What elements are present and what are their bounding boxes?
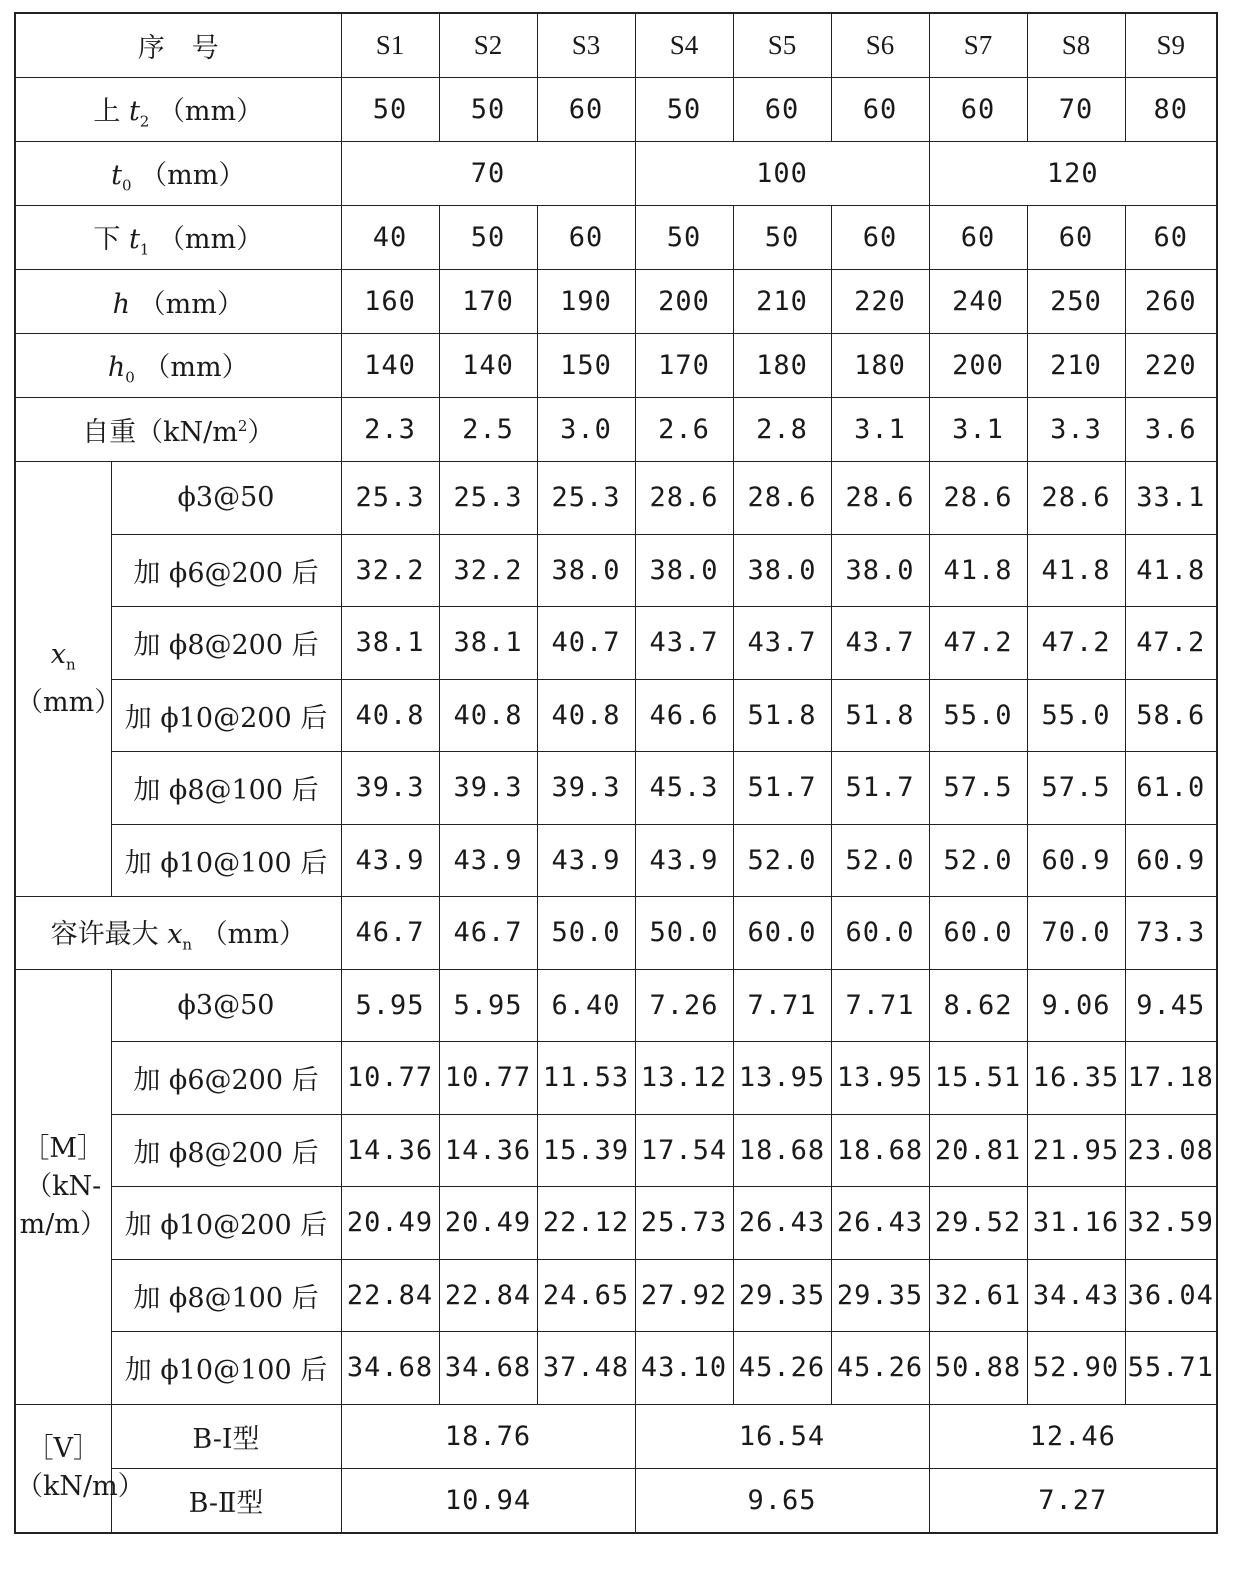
cell: 100	[635, 142, 929, 206]
cell: 70	[341, 142, 635, 206]
cell: 15.39	[537, 1114, 635, 1187]
cell: 43.9	[635, 824, 733, 897]
group-label-v: ［V］ （kN/m）	[15, 1404, 111, 1533]
cell: 25.3	[439, 462, 537, 535]
cell: 2.6	[635, 398, 733, 462]
cell: 9.06	[1027, 969, 1125, 1042]
cell: 41.8	[929, 534, 1027, 607]
cell: 60.0	[733, 897, 831, 970]
cell: 60	[1027, 206, 1125, 270]
cell: 34.43	[1027, 1259, 1125, 1332]
cell: 50.0	[537, 897, 635, 970]
cell: 43.9	[537, 824, 635, 897]
cell: 28.6	[635, 462, 733, 535]
cell: 200	[929, 334, 1027, 398]
cell: 37.48	[537, 1332, 635, 1405]
cell: 13.95	[733, 1042, 831, 1115]
cell: 60	[537, 78, 635, 142]
cell: 7.26	[635, 969, 733, 1042]
cell: 29.35	[831, 1259, 929, 1332]
row-label: 加 ϕ8@100 后	[111, 752, 341, 825]
cell: 27.92	[635, 1259, 733, 1332]
table-row	[15, 398, 1217, 462]
cell: 47.2	[929, 607, 1027, 680]
col-header: S4	[635, 13, 733, 78]
table-row	[15, 270, 1217, 334]
cell: 220	[1125, 334, 1217, 398]
cell: 50	[635, 78, 733, 142]
cell: 43.10	[635, 1332, 733, 1405]
row-label-max-xn: 容许最大 $x_n$ （mm）	[15, 897, 341, 970]
cell: 39.3	[537, 752, 635, 825]
cell: 38.1	[341, 607, 439, 680]
cell: 160	[341, 270, 439, 334]
cell: 50	[635, 206, 733, 270]
cell: 36.04	[1125, 1259, 1217, 1332]
col-header: S1	[341, 13, 439, 78]
row-label-h: h （mm）	[15, 270, 341, 334]
cell: 13.12	[635, 1042, 733, 1115]
cell: 45.26	[733, 1332, 831, 1405]
cell: 20.49	[341, 1187, 439, 1260]
row-label-t2: 上 $t_2$ （mm）	[15, 78, 341, 142]
cell: 50	[733, 206, 831, 270]
cell: 32.59	[1125, 1187, 1217, 1260]
cell: 45.26	[831, 1332, 929, 1405]
cell: 26.43	[733, 1187, 831, 1260]
cell: 25.3	[537, 462, 635, 535]
row-label-t0: $t_0$ （mm）	[15, 142, 341, 206]
group-label-xn: $x_n$ （mm）	[15, 462, 111, 897]
cell: 180	[733, 334, 831, 398]
cell: 38.1	[439, 607, 537, 680]
cell: 70	[1027, 78, 1125, 142]
cell: 50	[439, 78, 537, 142]
cell: 28.6	[831, 462, 929, 535]
col-header: S2	[439, 13, 537, 78]
table-row	[15, 1187, 1217, 1260]
cell: 33.1	[1125, 462, 1217, 535]
cell: 40.8	[341, 679, 439, 752]
cell: 29.35	[733, 1259, 831, 1332]
cell: 24.65	[537, 1259, 635, 1332]
cell: 60	[733, 78, 831, 142]
table-row	[15, 824, 1217, 897]
cell: 38.0	[635, 534, 733, 607]
cell: 50.88	[929, 1332, 1027, 1405]
cell: 43.7	[635, 607, 733, 680]
cell: 60	[537, 206, 635, 270]
cell: 7.27	[929, 1468, 1217, 1533]
cell: 21.95	[1027, 1114, 1125, 1187]
cell: 10.94	[341, 1468, 635, 1533]
cell: 70.0	[1027, 897, 1125, 970]
table-row	[15, 752, 1217, 825]
row-label: ϕ3@50	[111, 462, 341, 535]
cell: 31.16	[1027, 1187, 1125, 1260]
row-label: 加 ϕ10@100 后	[111, 824, 341, 897]
cell: 51.7	[733, 752, 831, 825]
cell: 50	[341, 78, 439, 142]
cell: 38.0	[733, 534, 831, 607]
cell: 34.68	[439, 1332, 537, 1405]
cell: 9.45	[1125, 969, 1217, 1042]
cell: 13.95	[831, 1042, 929, 1115]
row-label: B-Ⅱ型	[111, 1468, 341, 1533]
cell: 150	[537, 334, 635, 398]
cell: 52.0	[733, 824, 831, 897]
table-row	[15, 78, 1217, 142]
cell: 55.71	[1125, 1332, 1217, 1405]
cell: 32.61	[929, 1259, 1027, 1332]
cell: 7.71	[831, 969, 929, 1042]
cell: 240	[929, 270, 1027, 334]
cell: 23.08	[1125, 1114, 1217, 1187]
cell: 210	[1027, 334, 1125, 398]
row-label: ϕ3@50	[111, 969, 341, 1042]
cell: 8.62	[929, 969, 1027, 1042]
cell: 50.0	[635, 897, 733, 970]
cell: 43.9	[439, 824, 537, 897]
cell: 16.54	[635, 1404, 929, 1468]
table-row	[15, 1468, 1217, 1533]
cell: 9.65	[635, 1468, 929, 1533]
cell: 51.8	[831, 679, 929, 752]
col-header: S7	[929, 13, 1027, 78]
cell: 5.95	[439, 969, 537, 1042]
cell: 10.77	[439, 1042, 537, 1115]
cell: 140	[341, 334, 439, 398]
row-label: 加 ϕ8@200 后	[111, 607, 341, 680]
cell: 60.9	[1027, 824, 1125, 897]
col-header: S5	[733, 13, 831, 78]
cell: 20.49	[439, 1187, 537, 1260]
cell: 5.95	[341, 969, 439, 1042]
table-row	[15, 679, 1217, 752]
cell: 52.90	[1027, 1332, 1125, 1405]
row-label: 加 ϕ6@200 后	[111, 534, 341, 607]
table-row	[15, 334, 1217, 398]
cell: 32.2	[341, 534, 439, 607]
row-label-t1: 下 $t_1$ （mm）	[15, 206, 341, 270]
row-label: 加 ϕ10@200 后	[111, 1187, 341, 1260]
cell: 40.8	[439, 679, 537, 752]
cell: 46.7	[341, 897, 439, 970]
cell: 11.53	[537, 1042, 635, 1115]
cell: 39.3	[341, 752, 439, 825]
cell: 140	[439, 334, 537, 398]
cell: 29.52	[929, 1187, 1027, 1260]
cell: 47.2	[1125, 607, 1217, 680]
cell: 61.0	[1125, 752, 1217, 825]
cell: 55.0	[929, 679, 1027, 752]
cell: 60	[831, 78, 929, 142]
cell: 25.73	[635, 1187, 733, 1260]
cell: 17.54	[635, 1114, 733, 1187]
cell: 3.3	[1027, 398, 1125, 462]
table-row	[15, 1332, 1217, 1405]
cell: 43.7	[733, 607, 831, 680]
cell: 12.46	[929, 1404, 1217, 1468]
cell: 17.18	[1125, 1042, 1217, 1115]
cell: 14.36	[439, 1114, 537, 1187]
cell: 25.3	[341, 462, 439, 535]
cell: 80	[1125, 78, 1217, 142]
cell: 16.35	[1027, 1042, 1125, 1115]
cell: 51.7	[831, 752, 929, 825]
table-row	[15, 142, 1217, 206]
table-row	[15, 1259, 1217, 1332]
table-row	[15, 969, 1217, 1042]
cell: 60.0	[831, 897, 929, 970]
cell: 28.6	[733, 462, 831, 535]
cell: 57.5	[929, 752, 1027, 825]
cell: 220	[831, 270, 929, 334]
cell: 170	[635, 334, 733, 398]
cell: 60.9	[1125, 824, 1217, 897]
row-label: 加 ϕ8@200 后	[111, 1114, 341, 1187]
row-label-self-weight: 自重$(kN/m^2)$	[15, 398, 341, 462]
cell: 55.0	[1027, 679, 1125, 752]
cell: 41.8	[1125, 534, 1217, 607]
cell: 170	[439, 270, 537, 334]
row-label-h0: $h_0$ （mm）	[15, 334, 341, 398]
cell: 38.0	[537, 534, 635, 607]
cell: 2.5	[439, 398, 537, 462]
cell: 60	[929, 206, 1027, 270]
cell: 3.0	[537, 398, 635, 462]
cell: 58.6	[1125, 679, 1217, 752]
cell: 43.7	[831, 607, 929, 680]
spec-table	[14, 12, 1218, 1534]
cell: 3.1	[831, 398, 929, 462]
cell: 46.6	[635, 679, 733, 752]
header-row	[15, 13, 1217, 78]
cell: 22.84	[439, 1259, 537, 1332]
row-label: 加 ϕ8@100 后	[111, 1259, 341, 1332]
cell: 28.6	[1027, 462, 1125, 535]
row-label: B-Ⅰ型	[111, 1404, 341, 1468]
col-header: S8	[1027, 13, 1125, 78]
table-row	[15, 462, 1217, 535]
table-row	[15, 897, 1217, 970]
table-row	[15, 1114, 1217, 1187]
cell: 60	[831, 206, 929, 270]
cell: 45.3	[635, 752, 733, 825]
cell: 18.68	[733, 1114, 831, 1187]
cell: 18.76	[341, 1404, 635, 1468]
cell: 10.77	[341, 1042, 439, 1115]
cell: 40.8	[537, 679, 635, 752]
cell: 15.51	[929, 1042, 1027, 1115]
table-row	[15, 607, 1217, 680]
cell: 38.0	[831, 534, 929, 607]
cell: 7.71	[733, 969, 831, 1042]
cell: 60	[1125, 206, 1217, 270]
row-label: 加 ϕ10@100 后	[111, 1332, 341, 1405]
cell: 52.0	[929, 824, 1027, 897]
header-label: 序 号	[15, 13, 341, 78]
cell: 26.43	[831, 1187, 929, 1260]
cell: 40.7	[537, 607, 635, 680]
table-row	[15, 534, 1217, 607]
cell: 3.6	[1125, 398, 1217, 462]
cell: 34.68	[341, 1332, 439, 1405]
cell: 43.9	[341, 824, 439, 897]
cell: 3.1	[929, 398, 1027, 462]
cell: 57.5	[1027, 752, 1125, 825]
table-row	[15, 1404, 1217, 1468]
cell: 41.8	[1027, 534, 1125, 607]
cell: 28.6	[929, 462, 1027, 535]
table-row	[15, 206, 1217, 270]
cell: 200	[635, 270, 733, 334]
cell: 40	[341, 206, 439, 270]
cell: 22.12	[537, 1187, 635, 1260]
group-label-m: ［M］ （kN- m/m）	[15, 969, 111, 1404]
cell: 73.3	[1125, 897, 1217, 970]
col-header: S3	[537, 13, 635, 78]
row-label: 加 ϕ10@200 后	[111, 679, 341, 752]
col-header: S9	[1125, 13, 1217, 78]
cell: 2.3	[341, 398, 439, 462]
table-row	[15, 1042, 1217, 1115]
cell: 180	[831, 334, 929, 398]
cell: 120	[929, 142, 1217, 206]
cell: 250	[1027, 270, 1125, 334]
cell: 39.3	[439, 752, 537, 825]
cell: 50	[439, 206, 537, 270]
cell: 20.81	[929, 1114, 1027, 1187]
cell: 47.2	[1027, 607, 1125, 680]
cell: 14.36	[341, 1114, 439, 1187]
row-label: 加 ϕ6@200 后	[111, 1042, 341, 1115]
cell: 60	[929, 78, 1027, 142]
cell: 210	[733, 270, 831, 334]
cell: 18.68	[831, 1114, 929, 1187]
cell: 32.2	[439, 534, 537, 607]
cell: 46.7	[439, 897, 537, 970]
cell: 260	[1125, 270, 1217, 334]
col-header: S6	[831, 13, 929, 78]
cell: 6.40	[537, 969, 635, 1042]
cell: 51.8	[733, 679, 831, 752]
cell: 190	[537, 270, 635, 334]
cell: 2.8	[733, 398, 831, 462]
cell: 52.0	[831, 824, 929, 897]
cell: 22.84	[341, 1259, 439, 1332]
cell: 60.0	[929, 897, 1027, 970]
